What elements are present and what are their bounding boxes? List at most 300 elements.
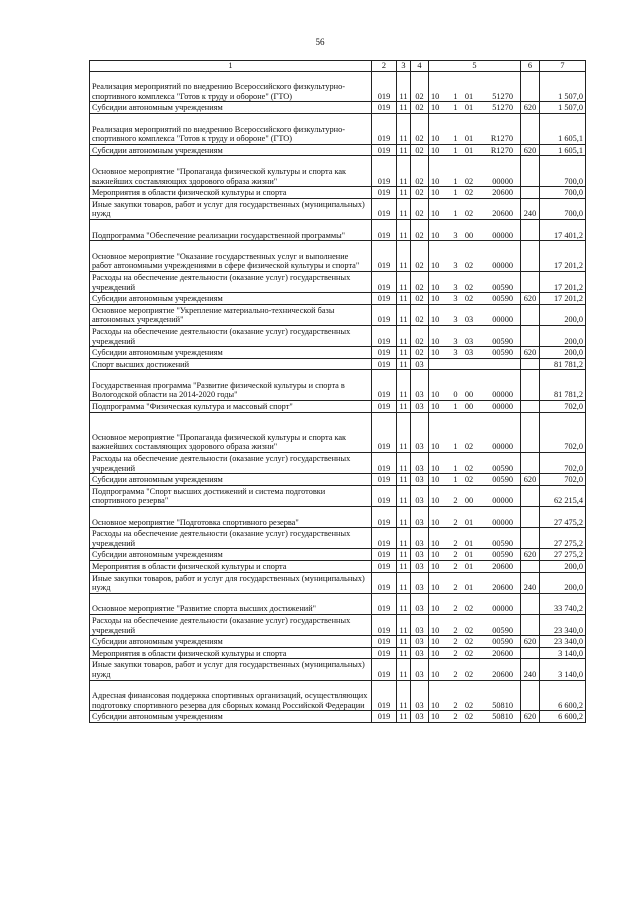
amount-value: 1 507,0 bbox=[540, 102, 586, 114]
section-code: 11 bbox=[397, 102, 411, 114]
header-row bbox=[90, 61, 586, 72]
row-description: Иные закупки товаров, работ и услуг для государственных (муниципальных) нужд bbox=[90, 198, 372, 219]
ministry-code: 019 bbox=[372, 528, 397, 549]
event-code: 02 bbox=[464, 625, 474, 635]
ministry-code: 019 bbox=[372, 614, 397, 635]
event-code: 02 bbox=[464, 475, 474, 485]
row-description: Расходы на обеспечение деятельности (оказание услуг) государственных учреждений bbox=[90, 614, 372, 635]
target-article-code bbox=[429, 453, 521, 474]
subsection-code: 03 bbox=[411, 358, 429, 370]
direction-code: 00590 bbox=[492, 550, 513, 560]
program-code: 10 bbox=[431, 550, 440, 560]
expense-type-code: 240 bbox=[521, 572, 540, 593]
program-code: 10 bbox=[431, 700, 440, 710]
expense-type-code bbox=[521, 325, 540, 346]
amount-value: 702,0 bbox=[540, 401, 586, 413]
ministry-code: 019 bbox=[372, 549, 397, 561]
event-code: 00 bbox=[464, 230, 474, 240]
subsection-code: 02 bbox=[411, 71, 429, 102]
subprogram-code: 2 bbox=[453, 648, 458, 658]
direction-code: 00000 bbox=[492, 261, 513, 271]
table-row bbox=[90, 241, 586, 272]
row-description: Расходы на обеспечение деятельности (оказание услуг) государственных учреждений bbox=[90, 453, 372, 474]
table-row bbox=[90, 507, 586, 528]
section-code: 11 bbox=[397, 507, 411, 528]
header-cell: 5 bbox=[429, 61, 521, 72]
subprogram-code: 1 bbox=[453, 402, 458, 412]
target-article-code bbox=[429, 347, 521, 359]
table-row bbox=[90, 647, 586, 659]
expense-type-code bbox=[521, 593, 540, 614]
event-code: 02 bbox=[464, 637, 474, 647]
expense-type-code bbox=[521, 271, 540, 292]
section-code: 11 bbox=[397, 485, 411, 506]
program-code: 10 bbox=[431, 463, 440, 473]
target-article-code bbox=[429, 474, 521, 486]
row-description: Иные закупки товаров, работ и услуг для государственных (муниципальных) нужд bbox=[90, 572, 372, 593]
expense-type-code bbox=[521, 304, 540, 325]
table-row bbox=[90, 347, 586, 359]
subsection-code: 02 bbox=[411, 293, 429, 305]
target-article-code bbox=[429, 241, 521, 272]
amount-value: 23 340,0 bbox=[540, 636, 586, 648]
subsection-code: 02 bbox=[411, 219, 429, 240]
target-article-code bbox=[429, 293, 521, 305]
target-article-code bbox=[429, 325, 521, 346]
direction-code: 00000 bbox=[492, 604, 513, 614]
amount-value: 17 201,2 bbox=[540, 241, 586, 272]
amount-value: 700,0 bbox=[540, 198, 586, 219]
ministry-code: 019 bbox=[372, 659, 397, 680]
program-code: 10 bbox=[431, 176, 440, 186]
target-article-code bbox=[429, 370, 521, 401]
row-description: Основное мероприятие "Развитие спорта высших достижений" bbox=[90, 593, 372, 614]
event-code: 02 bbox=[464, 294, 474, 304]
program-code: 10 bbox=[431, 209, 440, 219]
section-code: 11 bbox=[397, 647, 411, 659]
event-code: 00 bbox=[464, 496, 474, 506]
expense-type-code: 620 bbox=[521, 347, 540, 359]
header-cell: 3 bbox=[397, 61, 411, 72]
event-code: 02 bbox=[464, 669, 474, 679]
event-code: 02 bbox=[464, 261, 474, 271]
section-code: 11 bbox=[397, 347, 411, 359]
subprogram-code: 2 bbox=[453, 538, 458, 548]
program-code: 10 bbox=[431, 230, 440, 240]
direction-code: 00000 bbox=[492, 442, 513, 452]
subsection-code: 03 bbox=[411, 659, 429, 680]
subsection-code: 02 bbox=[411, 102, 429, 114]
subsection-code: 03 bbox=[411, 528, 429, 549]
table-row bbox=[90, 325, 586, 346]
subsection-code: 03 bbox=[411, 614, 429, 635]
program-code: 10 bbox=[431, 91, 440, 101]
subprogram-code: 2 bbox=[453, 700, 458, 710]
subprogram-code: 3 bbox=[453, 230, 458, 240]
subsection-code: 02 bbox=[411, 241, 429, 272]
target-article-code bbox=[429, 647, 521, 659]
row-description: Основное мероприятие "Пропаганда физической культуры и спорта как важнейших составляющих здорового образа жизни" bbox=[90, 412, 372, 452]
row-description: Субсидии автономным учреждениям bbox=[90, 144, 372, 156]
ministry-code: 019 bbox=[372, 636, 397, 648]
amount-value: 27 275,2 bbox=[540, 549, 586, 561]
program-code: 10 bbox=[431, 282, 440, 292]
subprogram-code: 2 bbox=[453, 637, 458, 647]
subsection-code: 03 bbox=[411, 561, 429, 573]
header-cell: 6 bbox=[521, 61, 540, 72]
table-row bbox=[90, 293, 586, 305]
row-description: Реализация мероприятий по внедрению Всероссийского физкультурно-спортивного комплекса "Готов к труду и обороне" (ГТО) bbox=[90, 71, 372, 102]
expense-type-code bbox=[521, 614, 540, 635]
event-code: 01 bbox=[464, 562, 474, 571]
ministry-code: 019 bbox=[372, 156, 397, 187]
target-article-code bbox=[429, 401, 521, 413]
amount-value: 23 340,0 bbox=[540, 614, 586, 635]
ministry-code: 019 bbox=[372, 102, 397, 114]
direction-code: 00000 bbox=[492, 517, 513, 527]
program-code: 10 bbox=[431, 648, 440, 658]
section-code: 11 bbox=[397, 370, 411, 401]
subsection-code: 03 bbox=[411, 401, 429, 413]
amount-value: 200,0 bbox=[540, 572, 586, 593]
row-description: Субсидии автономным учреждениям bbox=[90, 347, 372, 359]
expense-type-code: 620 bbox=[521, 144, 540, 156]
section-code: 11 bbox=[397, 549, 411, 561]
table-row bbox=[90, 401, 586, 413]
direction-code: 00590 bbox=[492, 282, 513, 292]
amount-value: 702,0 bbox=[540, 453, 586, 474]
expense-type-code: 620 bbox=[521, 102, 540, 114]
ministry-code: 019 bbox=[372, 358, 397, 370]
table-row bbox=[90, 102, 586, 114]
event-code: 02 bbox=[464, 442, 474, 452]
row-description: Субсидии автономным учреждениям bbox=[90, 636, 372, 648]
expense-type-code bbox=[521, 241, 540, 272]
header-cell: 4 bbox=[411, 61, 429, 72]
table-row bbox=[90, 358, 586, 370]
target-article-code bbox=[429, 71, 521, 102]
subprogram-code: 2 bbox=[453, 669, 458, 679]
table-row bbox=[90, 412, 586, 452]
expense-type-code: 620 bbox=[521, 711, 540, 723]
subprogram-code: 3 bbox=[453, 336, 458, 346]
program-code: 10 bbox=[431, 402, 440, 412]
subsection-code: 02 bbox=[411, 304, 429, 325]
subprogram-code: 3 bbox=[453, 294, 458, 304]
amount-value: 17 401,2 bbox=[540, 219, 586, 240]
section-code: 11 bbox=[397, 271, 411, 292]
event-code: 01 bbox=[464, 134, 474, 144]
target-article-code bbox=[429, 636, 521, 648]
ministry-code: 019 bbox=[372, 401, 397, 413]
ministry-code: 019 bbox=[372, 144, 397, 156]
table-row bbox=[90, 219, 586, 240]
table-row bbox=[90, 370, 586, 401]
subsection-code: 03 bbox=[411, 370, 429, 401]
subprogram-code: 3 bbox=[453, 282, 458, 292]
direction-code: 00000 bbox=[492, 496, 513, 506]
subsection-code: 02 bbox=[411, 325, 429, 346]
table-row bbox=[90, 453, 586, 474]
direction-code: 00590 bbox=[492, 463, 513, 473]
row-description: Подпрограмма "Спорт высших достижений и система подготовки спортивного резерва" bbox=[90, 485, 372, 506]
subprogram-code: 2 bbox=[453, 604, 458, 614]
table-row bbox=[90, 549, 586, 561]
expense-type-code: 620 bbox=[521, 474, 540, 486]
header-cell: 2 bbox=[372, 61, 397, 72]
table-row bbox=[90, 659, 586, 680]
ministry-code: 019 bbox=[372, 241, 397, 272]
ministry-code: 019 bbox=[372, 680, 397, 711]
event-code: 03 bbox=[464, 336, 474, 346]
ministry-code: 019 bbox=[372, 711, 397, 723]
ministry-code: 019 bbox=[372, 347, 397, 359]
section-code: 11 bbox=[397, 198, 411, 219]
event-code: 00 bbox=[464, 402, 474, 412]
event-code: 03 bbox=[464, 315, 474, 325]
row-description: Субсидии автономным учреждениям bbox=[90, 102, 372, 114]
subsection-code: 03 bbox=[411, 680, 429, 711]
expense-type-code: 240 bbox=[521, 198, 540, 219]
event-code: 01 bbox=[464, 91, 474, 101]
program-code: 10 bbox=[431, 475, 440, 485]
direction-code: 20600 bbox=[492, 188, 513, 198]
table-row bbox=[90, 113, 586, 144]
section-code: 11 bbox=[397, 412, 411, 452]
subsection-code: 03 bbox=[411, 412, 429, 452]
section-code: 11 bbox=[397, 401, 411, 413]
ministry-code: 019 bbox=[372, 198, 397, 219]
program-code: 10 bbox=[431, 538, 440, 548]
expense-type-code bbox=[521, 412, 540, 452]
direction-code: 20600 bbox=[492, 562, 513, 571]
subprogram-code: 1 bbox=[453, 475, 458, 485]
row-description: Подпрограмма "Обеспечение реализации государственной программы" bbox=[90, 219, 372, 240]
target-article-code bbox=[429, 271, 521, 292]
event-code: 02 bbox=[464, 282, 474, 292]
section-code: 11 bbox=[397, 358, 411, 370]
event-code: 02 bbox=[464, 604, 474, 614]
section-code: 11 bbox=[397, 304, 411, 325]
event-code: 03 bbox=[464, 348, 474, 358]
table-row bbox=[90, 144, 586, 156]
section-code: 11 bbox=[397, 187, 411, 199]
section-code: 11 bbox=[397, 219, 411, 240]
direction-code: 50810 bbox=[492, 700, 513, 710]
target-article-code bbox=[429, 528, 521, 549]
amount-value: 700,0 bbox=[540, 187, 586, 199]
direction-code: 20600 bbox=[492, 209, 513, 219]
table-row bbox=[90, 593, 586, 614]
target-article-code bbox=[429, 187, 521, 199]
ministry-code: 019 bbox=[372, 325, 397, 346]
program-code: 10 bbox=[431, 103, 440, 113]
direction-code: 00000 bbox=[492, 390, 513, 400]
program-code: 10 bbox=[431, 261, 440, 271]
event-code: 02 bbox=[464, 188, 474, 198]
row-description: Государственная программа "Развитие физической культуры и спорта в Вологодской области на 2014-2020 годы" bbox=[90, 370, 372, 401]
amount-value: 200,0 bbox=[540, 304, 586, 325]
program-code: 10 bbox=[431, 562, 440, 571]
table-row bbox=[90, 680, 586, 711]
amount-value: 17 201,2 bbox=[540, 271, 586, 292]
amount-value: 27 275,2 bbox=[540, 528, 586, 549]
event-code: 01 bbox=[464, 145, 474, 155]
row-description: Реализация мероприятий по внедрению Всероссийского физкультурно-спортивного комплекса "Готов к труду и обороне" (ГТО) bbox=[90, 113, 372, 144]
section-code: 11 bbox=[397, 113, 411, 144]
event-code: 02 bbox=[464, 700, 474, 710]
subsection-code: 02 bbox=[411, 144, 429, 156]
table-row bbox=[90, 561, 586, 573]
subsection-code: 02 bbox=[411, 113, 429, 144]
row-description: Расходы на обеспечение деятельности (оказание услуг) государственных учреждений bbox=[90, 325, 372, 346]
program-code: 10 bbox=[431, 315, 440, 325]
table-row bbox=[90, 636, 586, 648]
section-code: 11 bbox=[397, 528, 411, 549]
row-description: Основное мероприятие "Укрепление материально-технической базы автономных учреждений" bbox=[90, 304, 372, 325]
subsection-code: 02 bbox=[411, 187, 429, 199]
target-article-code bbox=[429, 561, 521, 573]
direction-code: 00000 bbox=[492, 176, 513, 186]
amount-value: 81 781,2 bbox=[540, 370, 586, 401]
amount-value: 62 215,4 bbox=[540, 485, 586, 506]
amount-value: 1 507,0 bbox=[540, 71, 586, 102]
event-code: 01 bbox=[464, 103, 474, 113]
ministry-code: 019 bbox=[372, 293, 397, 305]
ministry-code: 019 bbox=[372, 304, 397, 325]
subprogram-code: 2 bbox=[453, 583, 458, 593]
subsection-code: 03 bbox=[411, 572, 429, 593]
ministry-code: 019 bbox=[372, 271, 397, 292]
event-code: 02 bbox=[464, 712, 474, 722]
event-code: 02 bbox=[464, 176, 474, 186]
section-code: 11 bbox=[397, 453, 411, 474]
row-description: Мероприятия в области физической культуры и спорта bbox=[90, 561, 372, 573]
subprogram-code: 1 bbox=[453, 188, 458, 198]
subprogram-code: 2 bbox=[453, 625, 458, 635]
program-code: 10 bbox=[431, 517, 440, 527]
section-code: 11 bbox=[397, 156, 411, 187]
direction-code: R1270 bbox=[490, 134, 513, 144]
expense-type-code bbox=[521, 528, 540, 549]
program-code: 10 bbox=[431, 442, 440, 452]
ministry-code: 019 bbox=[372, 113, 397, 144]
ministry-code: 019 bbox=[372, 71, 397, 102]
row-description: Расходы на обеспечение деятельности (оказание услуг) государственных учреждений bbox=[90, 528, 372, 549]
target-article-code bbox=[429, 711, 521, 723]
target-article-code bbox=[429, 412, 521, 452]
target-article-code bbox=[429, 198, 521, 219]
program-code: 10 bbox=[431, 188, 440, 198]
expense-type-code bbox=[521, 156, 540, 187]
ministry-code: 019 bbox=[372, 647, 397, 659]
section-code: 11 bbox=[397, 293, 411, 305]
amount-value: 200,0 bbox=[540, 325, 586, 346]
target-article-code bbox=[429, 614, 521, 635]
subprogram-code: 2 bbox=[453, 712, 458, 722]
table-row bbox=[90, 528, 586, 549]
expense-type-code bbox=[521, 219, 540, 240]
table-row bbox=[90, 614, 586, 635]
row-description: Субсидии автономным учреждениям bbox=[90, 474, 372, 486]
subsection-code: 03 bbox=[411, 593, 429, 614]
ministry-code: 019 bbox=[372, 370, 397, 401]
row-description: Субсидии автономным учреждениям bbox=[90, 549, 372, 561]
program-code: 10 bbox=[431, 625, 440, 635]
event-code: 02 bbox=[464, 209, 474, 219]
row-description: Субсидии автономным учреждениям bbox=[90, 293, 372, 305]
section-code: 11 bbox=[397, 71, 411, 102]
direction-code: 00590 bbox=[492, 637, 513, 647]
subsection-code: 03 bbox=[411, 507, 429, 528]
program-code: 10 bbox=[431, 294, 440, 304]
program-code: 10 bbox=[431, 390, 440, 400]
subprogram-code: 1 bbox=[453, 91, 458, 101]
expense-type-code: 620 bbox=[521, 293, 540, 305]
subprogram-code: 3 bbox=[453, 261, 458, 271]
expense-type-code bbox=[521, 561, 540, 573]
table-row bbox=[90, 156, 586, 187]
table-row bbox=[90, 187, 586, 199]
expense-type-code bbox=[521, 680, 540, 711]
target-article-code bbox=[429, 144, 521, 156]
ministry-code: 019 bbox=[372, 453, 397, 474]
expense-type-code bbox=[521, 370, 540, 401]
ministry-code: 019 bbox=[372, 561, 397, 573]
section-code: 11 bbox=[397, 572, 411, 593]
direction-code: 00000 bbox=[492, 315, 513, 325]
program-code: 10 bbox=[431, 637, 440, 647]
amount-value: 702,0 bbox=[540, 412, 586, 452]
amount-value: 27 475,2 bbox=[540, 507, 586, 528]
program-code: 10 bbox=[431, 134, 440, 144]
subsection-code: 03 bbox=[411, 485, 429, 506]
program-code: 10 bbox=[431, 604, 440, 614]
event-code: 02 bbox=[464, 463, 474, 473]
section-code: 11 bbox=[397, 659, 411, 680]
subprogram-code: 0 bbox=[453, 390, 458, 400]
table-row bbox=[90, 198, 586, 219]
ministry-code: 019 bbox=[372, 572, 397, 593]
expense-type-code bbox=[521, 187, 540, 199]
section-code: 11 bbox=[397, 593, 411, 614]
subsection-code: 03 bbox=[411, 711, 429, 723]
target-article-code bbox=[429, 219, 521, 240]
target-article-code bbox=[429, 593, 521, 614]
table-row bbox=[90, 474, 586, 486]
amount-value: 3 140,0 bbox=[540, 647, 586, 659]
target-article-code bbox=[429, 549, 521, 561]
event-code: 00 bbox=[464, 390, 474, 400]
target-article-code bbox=[429, 304, 521, 325]
subprogram-code: 1 bbox=[453, 103, 458, 113]
event-code: 02 bbox=[464, 648, 474, 658]
amount-value: 3 140,0 bbox=[540, 659, 586, 680]
subsection-code: 02 bbox=[411, 198, 429, 219]
amount-value: 17 201,2 bbox=[540, 293, 586, 305]
program-code: 10 bbox=[431, 669, 440, 679]
section-code: 11 bbox=[397, 144, 411, 156]
subsection-code: 02 bbox=[411, 271, 429, 292]
subsection-code: 02 bbox=[411, 156, 429, 187]
expense-type-code bbox=[521, 507, 540, 528]
direction-code: 20600 bbox=[492, 648, 513, 658]
expense-type-code bbox=[521, 358, 540, 370]
program-code: 10 bbox=[431, 583, 440, 593]
target-article-code bbox=[429, 102, 521, 114]
subsection-code: 02 bbox=[411, 347, 429, 359]
amount-value: 1 605,1 bbox=[540, 113, 586, 144]
